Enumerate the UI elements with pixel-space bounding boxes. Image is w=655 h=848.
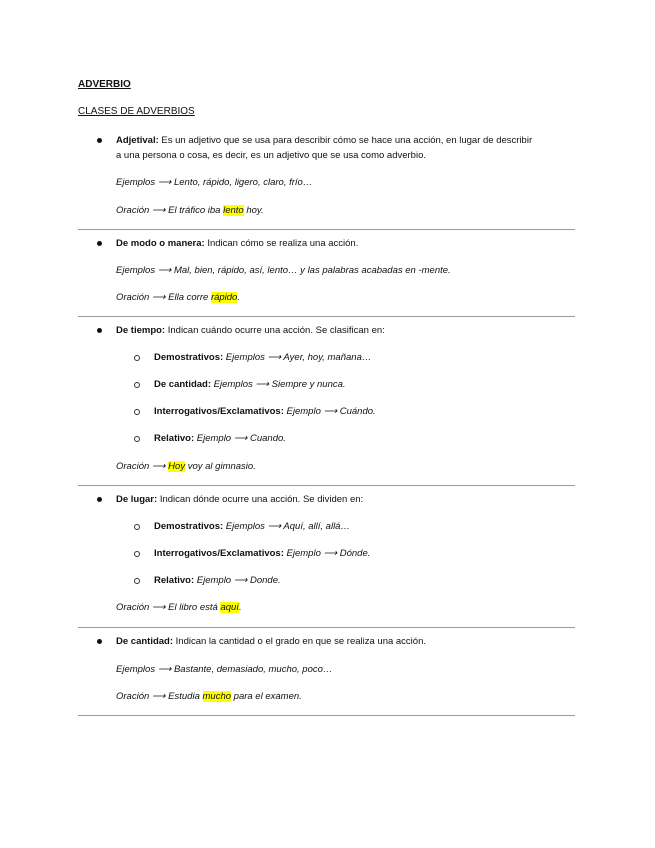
lugar-sub-item [154,574,281,588]
tiempo-sub-item [154,351,371,365]
lugar-head: De lugar: [116,494,158,505]
circle-bullet-icon [134,578,140,584]
lugar-text: Indican dónde ocurre una acción. Se dividen en: [157,494,364,505]
lugar-oracion [116,601,242,615]
sub-item-text: Ejemplo ⟶ Cuando. [194,433,286,444]
sub-item-text: Ejemplos ⟶ Siempre y nunca. [211,379,346,390]
oracion-suffix: para el examen. [231,691,302,702]
bullet-icon [97,497,102,502]
sub-item-text: Ejemplos ⟶ Ayer, hoy, mañana… [223,352,372,363]
tiempo-head: De tiempo: [116,325,166,336]
tiempo-sub-item [154,378,346,392]
section-divider [78,627,575,628]
adjetival-ejemplos: Ejemplos ⟶ Lento, rápido, ligero, claro, frío… [116,177,313,188]
sub-item-text: Ejemplo ⟶ Donde. [194,575,281,586]
modo-ejemplos: Ejemplos ⟶ Mal, bien, rápido, así, lento… y las palabras acabadas en -mente. [116,265,451,276]
oracion-prefix: Oración ⟶ El libro está [116,602,221,613]
sub-item-label: Interrogativos/Exclamativos: [154,548,284,559]
lugar-sub-item [154,520,350,534]
highlighted-word: aquí [220,602,239,613]
cantidad-text: Indican la cantidad o el grado en que se realiza una acción. [173,636,426,647]
adjetival-head: Adjetival: [116,135,159,146]
highlighted-word: rápido [210,292,238,303]
tiempo-sub-item [154,432,286,446]
highlighted-word: Hoy [168,461,186,472]
oracion-prefix: Oración ⟶ El tráfico iba [116,205,224,216]
oracion-suffix: hoy. [243,205,264,216]
section-divider [78,715,575,716]
oracion-prefix: Oración ⟶ Ella corre [116,292,211,303]
tiempo-text: Indican cuándo ocurre una acción. Se clasifican en: [165,325,385,336]
bullet-icon [97,138,102,143]
oracion-prefix: Oración ⟶ [116,461,169,472]
modo-oracion [116,291,240,305]
highlighted-word: lento [223,205,244,216]
tiempo-oracion [116,460,256,474]
oracion-suffix: . [237,292,240,303]
section-divider [78,229,575,230]
circle-bullet-icon [134,355,140,361]
cantidad-line [116,635,426,649]
sub-item-label: Interrogativos/Exclamativos: [154,406,284,417]
modo-head: De modo o manera: [116,238,205,249]
adjetival-line-1 [116,134,532,148]
document-title: ADVERBIO [78,79,131,90]
sub-item-label: Relativo: [154,575,195,586]
adjetival-oracion [116,204,264,218]
circle-bullet-icon [134,524,140,530]
section-divider [78,485,575,486]
circle-bullet-icon [134,382,140,388]
bullet-icon [97,328,102,333]
modo-text: Indican cómo se realiza una acción. [204,238,359,249]
highlighted-word: mucho [202,691,232,702]
modo-line [116,237,358,251]
oracion-prefix: Oración ⟶ Estudia [116,691,203,702]
sub-item-label: Demostrativos: [154,521,224,532]
tiempo-line [116,324,385,338]
section-divider [78,316,575,317]
sub-item-label: De cantidad: [154,379,212,390]
oracion-suffix: . [238,602,242,613]
sub-item-text: Ejemplo ⟶ Cuándo. [283,406,376,417]
document-subtitle: CLASES DE ADVERBIOS [78,106,195,117]
tiempo-sub-item [154,405,376,419]
oracion-suffix: voy al gimnasio. [185,461,256,472]
sub-item-text: Ejemplos ⟶ Aquí, allí, allá… [223,521,350,532]
cantidad-head: De cantidad: [116,636,174,647]
bullet-icon [97,639,102,644]
lugar-line [116,493,363,507]
circle-bullet-icon [134,436,140,442]
circle-bullet-icon [134,551,140,557]
sub-item-text: Ejemplo ⟶ Dónde. [283,548,371,559]
sub-item-label: Demostrativos: [154,352,224,363]
adjetival-line-2: a una persona o cosa, es decir, es un adjetivo que se usa como adverbio. [116,150,427,161]
bullet-icon [97,241,102,246]
cantidad-ejemplos: Ejemplos ⟶ Bastante, demasiado, mucho, poco… [116,664,333,675]
sub-item-label: Relativo: [154,433,195,444]
circle-bullet-icon [134,409,140,415]
adjetival-text-1: Es un adjetivo que se usa para describir cómo se hace una acción, en lugar de describir [158,135,533,146]
cantidad-oracion [116,690,302,704]
lugar-sub-item [154,547,370,561]
